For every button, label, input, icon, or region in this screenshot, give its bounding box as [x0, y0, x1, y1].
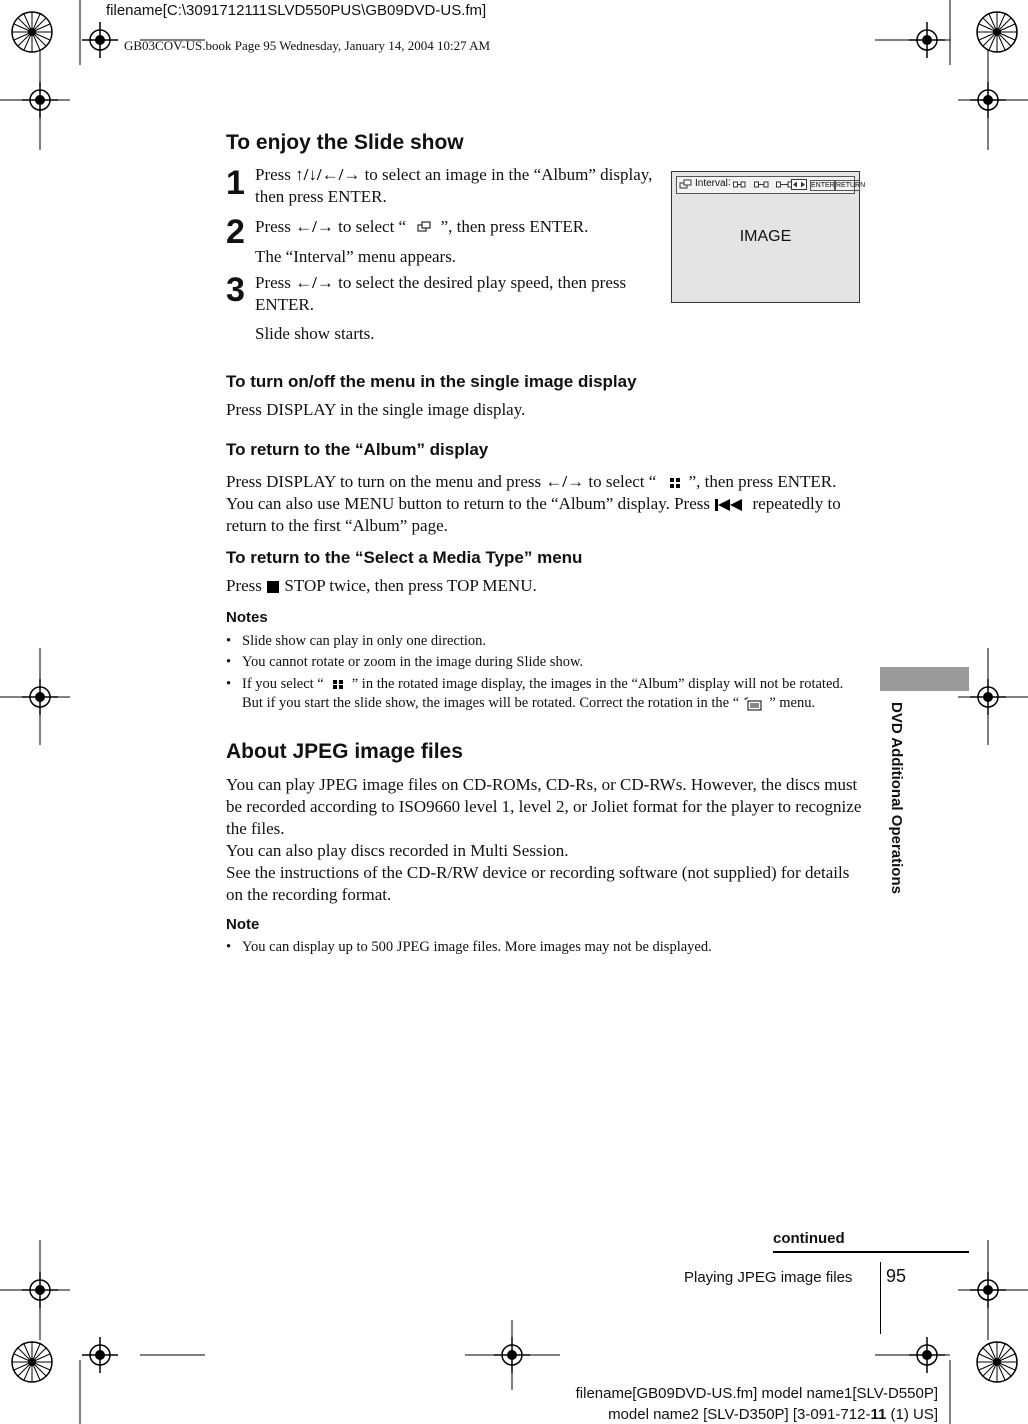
stop-icon [266, 580, 280, 594]
interval-label: Interval [695, 178, 728, 189]
interval-menu-illustration [671, 171, 866, 303]
album-icon [324, 678, 352, 691]
enter-button-label: ENTER [811, 182, 835, 189]
return-album-title: To return to the “Album” display [226, 440, 489, 459]
arrows-left-right-icon: ←/→ [545, 472, 585, 491]
about-paragraph-2: You can also play discs recorded in Multi Session. [226, 841, 569, 860]
return-button-label: RETURN [836, 182, 866, 189]
header-book-line: GB03COV-US.book Page 95 Wednesday, January 14, 2004 10:27 AM [124, 38, 491, 53]
speed-icons [733, 180, 799, 190]
step-1-number: 1 [226, 164, 245, 202]
arrows-left-right-icon: ←/→ [295, 273, 334, 292]
arrows-left-right-icon: ←/→ [295, 217, 334, 236]
footer-section-title: Playing JPEG image files [684, 1269, 853, 1286]
return-media-text: Press STOP twice, then press TOP MENU. [226, 576, 537, 595]
previous-icon [714, 498, 748, 512]
footer-filename-line-1: filename[GB09DVD-US.fm] model name1[SLV-D550P] [575, 1385, 938, 1402]
footer-divider [880, 1262, 881, 1334]
notes-title: Notes [226, 609, 268, 626]
menu-toggle-title: To turn on/off the menu in the single image display [226, 372, 637, 391]
header-filename: filename[C:\3091712111SLVD550PUS\GB09DVD-US.fm] [106, 2, 487, 19]
about-paragraph-1: You can play JPEG image files on CD-ROMs, CD-Rs, or CD-RWs. However, the discs must be recorded according to ISO9660 level 1, level 2, or Joliet format for the player to recognize the files. [226, 775, 862, 838]
return-album-text: Press DISPLAY to turn on the menu and press ←/→ to select “ ”, then press ENTER. You can also use MENU button to return to the “Album” display. Press repeatedly to return to the first “Album” page. [226, 472, 841, 535]
slideshow-title: To enjoy the Slide show [226, 131, 464, 154]
footer-rule [773, 1251, 969, 1253]
note-item-1: • Slide show can play in only one direction. [226, 633, 487, 649]
about-note-item: • You can display up to 500 JPEG image files. More images may not be displayed. [226, 939, 712, 955]
footer-filename-line-2: model name2 [SLV-D350P] [3-091-712-11 (1) US] [608, 1406, 938, 1423]
about-paragraph-3: See the instructions of the CD-R/RW device or recording software (not supplied) for details on the recording format. [226, 863, 850, 904]
return-media-title: To return to the “Select a Media Type” menu [226, 548, 583, 567]
step-2-text: Press ←/→ to select “ ”, then press ENTER. [255, 217, 589, 236]
arrows-four-icon: ↑/↓/←/→ [295, 165, 361, 184]
note-item-2: • You cannot rotate or zoom in the image during Slide show. [226, 654, 584, 670]
continued-label: continued [773, 1230, 845, 1247]
note-item-3: • If you select “ ” in the rotated image display, the images in the “Album” display will not be rotated. But if you start the slide show, the images will be rotated. Correct the rotation in the “ ” menu. [226, 676, 844, 711]
step-2-sub: The “Interval” menu appears. [255, 247, 457, 266]
step-2-number: 2 [226, 213, 245, 251]
slideshow-icon [679, 179, 693, 190]
step-1-text: Press ↑/↓/←/→ to select an image in the “Album” display, then press ENTER. [255, 165, 653, 206]
step-3-sub: Slide show starts. [255, 324, 375, 343]
menu-toggle-text: Press DISPLAY in the single image display. [226, 400, 526, 419]
step-3-text: Press ←/→ to select the desired play speed, then press ENTER. [255, 273, 627, 314]
image-placeholder: IMAGE [739, 228, 792, 245]
page-number: 95 [886, 1266, 907, 1286]
rotate-icon [739, 697, 769, 711]
side-tab-label: DVD Additional Operations [888, 702, 905, 894]
selector-arrows-icon [791, 179, 807, 190]
side-tab-marker [880, 667, 969, 691]
album-icon [661, 476, 689, 490]
about-note-title: Note [226, 916, 260, 933]
interval-menu-bar: Interval : ENTER RETURN [676, 176, 855, 194]
step-3-number: 3 [226, 271, 245, 309]
about-jpeg-title: About JPEG image files [226, 740, 463, 763]
slideshow-icon [410, 221, 436, 235]
